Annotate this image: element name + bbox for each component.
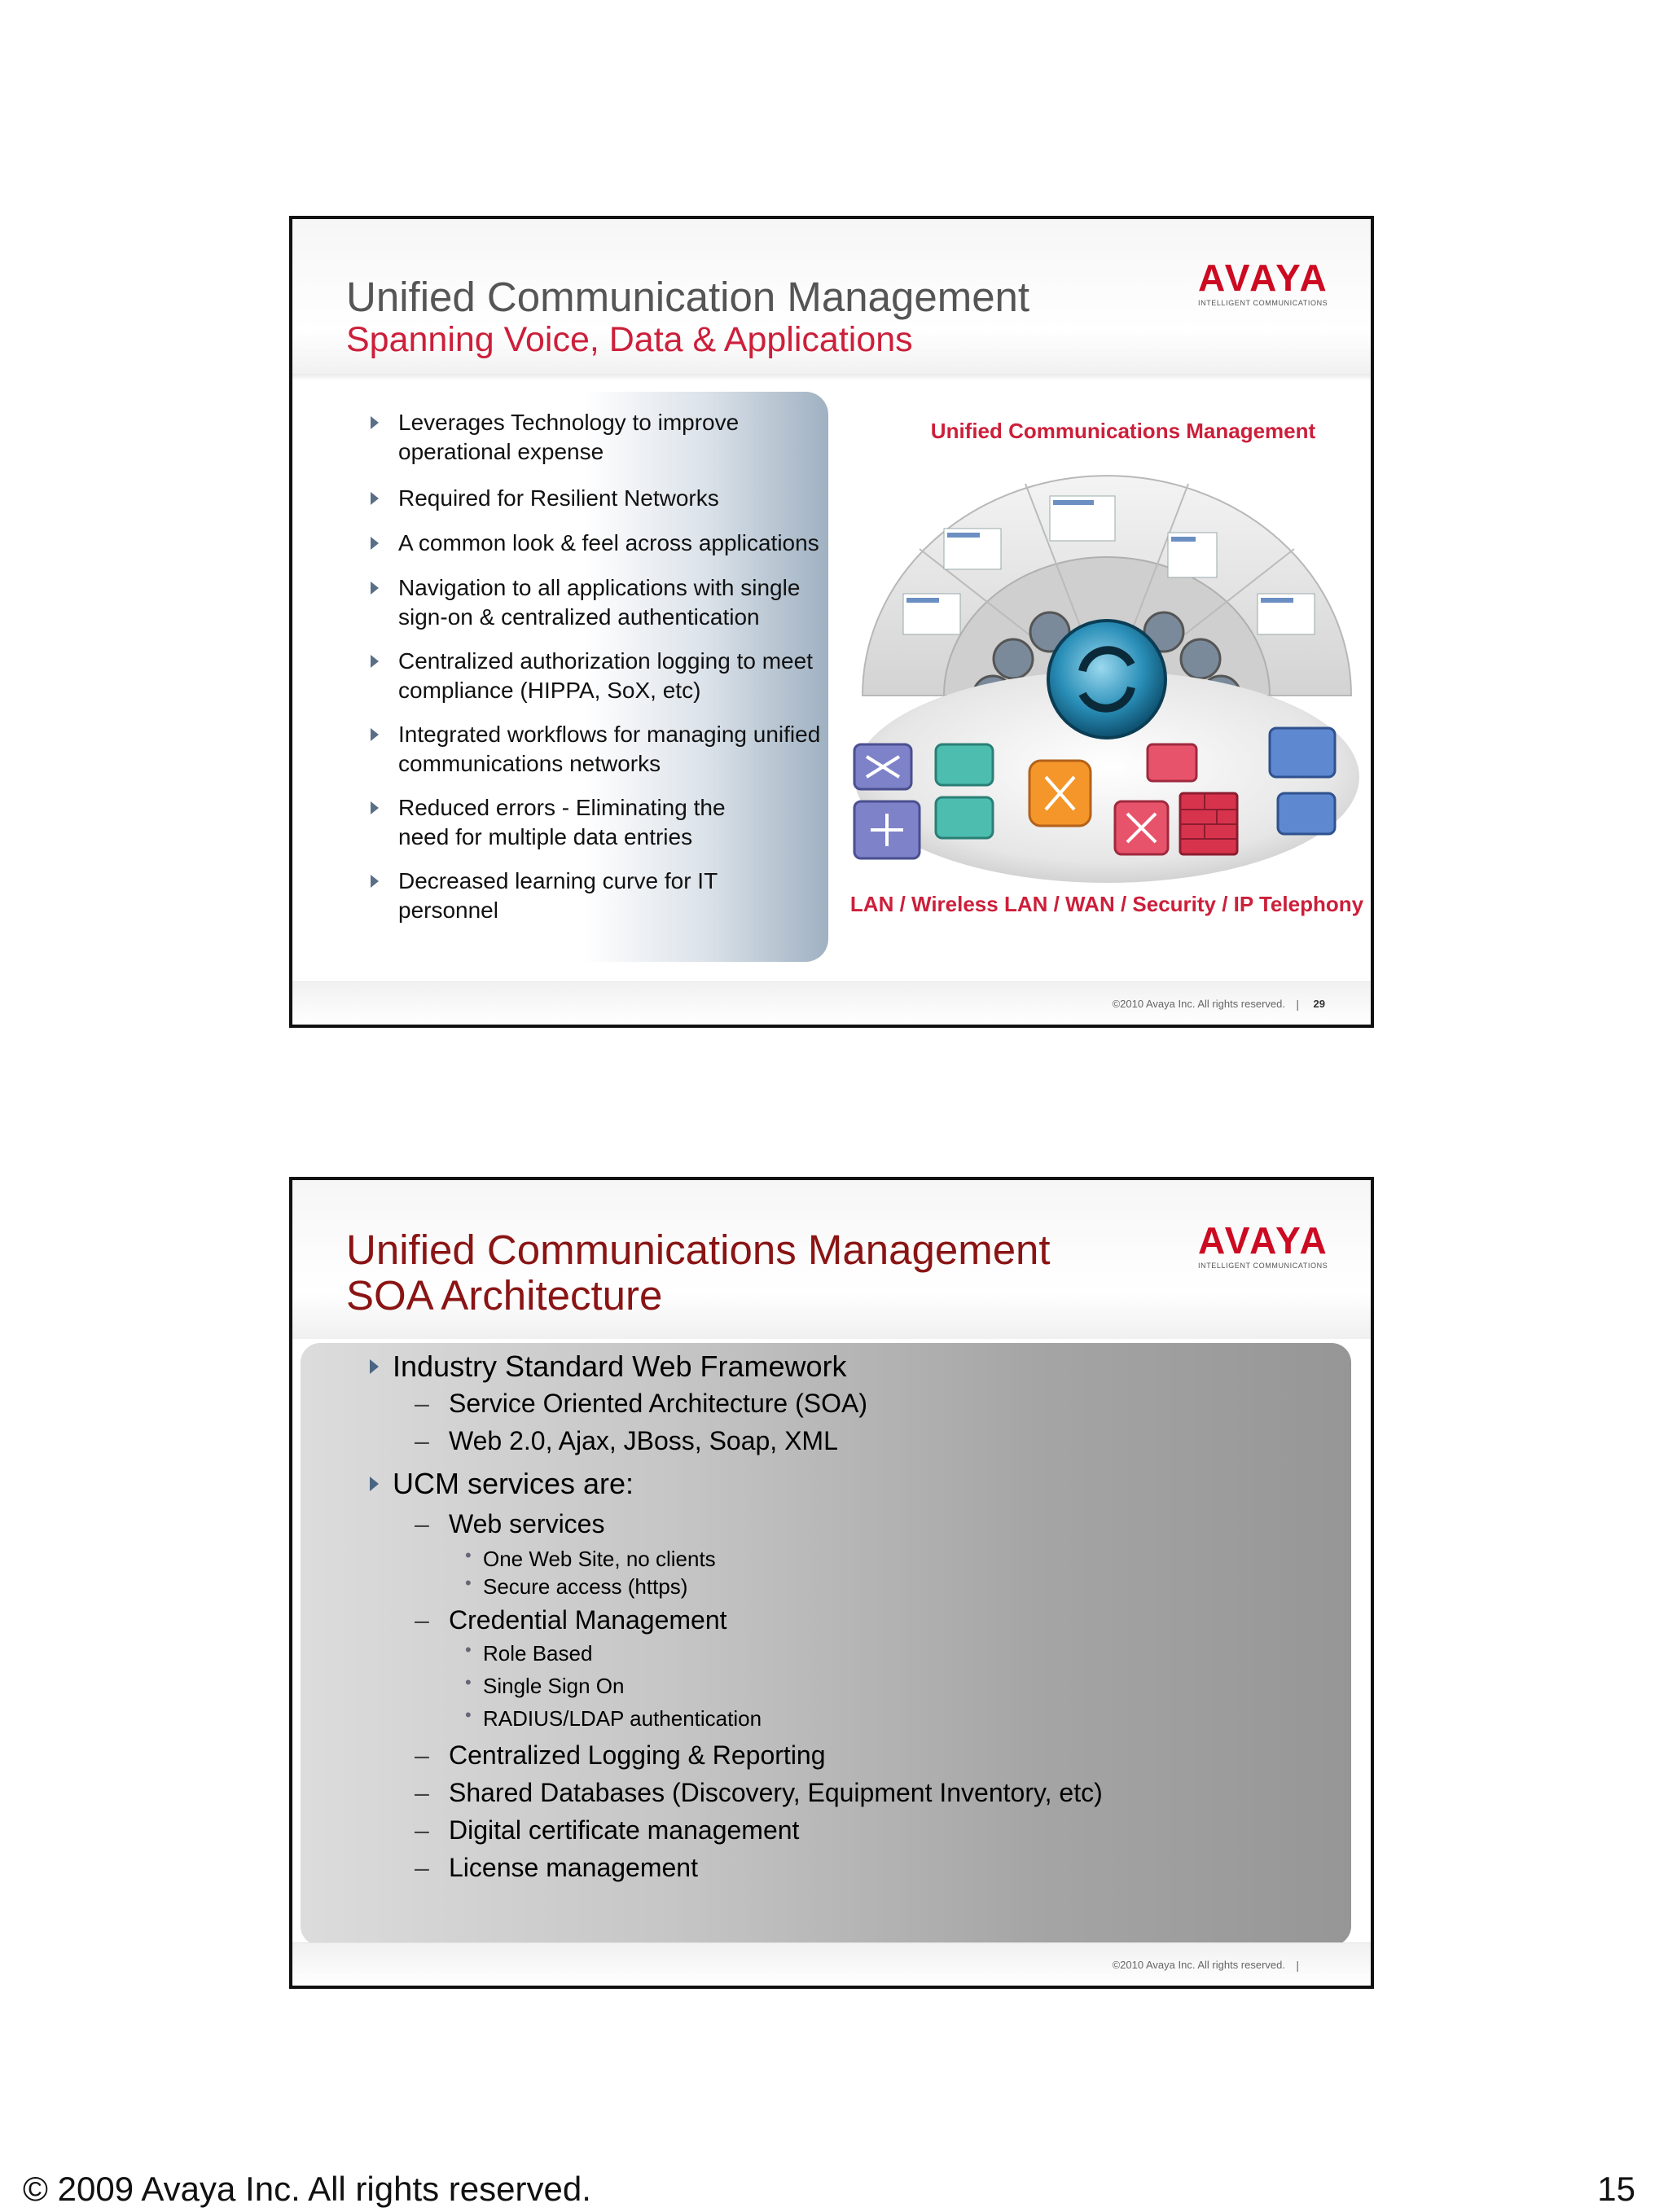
dot-bullet-icon: • [465,1573,472,1593]
slide-footer [292,1942,1371,1986]
phone-gateway-icon [1278,793,1335,834]
slide-title: Unified Communications Management [346,1227,1051,1273]
avaya-logo [1198,257,1329,307]
bullet-text: Navigation to all applications with single [398,575,801,600]
outline-text: Digital certificate management [449,1815,800,1845]
bullet-text: Required for Resilient Networks [398,485,719,511]
dot-bullet-icon: • [465,1545,472,1565]
firewall-appliance-icon [1148,744,1196,781]
slide-title: Unified Communication Management [346,274,1030,320]
diagram-caption: LAN / Wireless LAN / WAN / Security / IP Telephony [849,892,1364,916]
footer-separator: | [1296,998,1299,1011]
bullet-text: Reduced errors - Eliminating the [398,795,726,820]
avaya-logo [1198,1219,1329,1270]
bullet-triangle-icon [371,416,379,429]
bullet-triangle-icon [371,655,379,668]
outline-text: Web 2.0, Ajax, JBoss, Soap, XML [449,1426,838,1455]
outline-text: Service Oriented Architecture (SOA) [449,1389,867,1418]
bullet-text-continued: compliance (HIPPA, SoX, etc) [398,678,701,703]
dash-bullet-icon: – [415,1853,429,1882]
bullet-triangle-icon [370,1477,379,1491]
slide-number: 29 [1313,998,1325,1010]
bullet-text-continued: operational expense [398,439,604,464]
ucm-architecture-diagram [846,451,1367,891]
logo-tagline: INTELLIGENT COMMUNICATIONS [1198,1262,1328,1270]
slide-30 [289,1177,1374,1989]
outline-text: Shared Databases (Discovery, Equipment Inventory, etc) [449,1778,1103,1807]
bullet-text: A common look & feel across applications [398,530,819,555]
bullet-text: Leverages Technology to improve [398,410,740,435]
outline-text: Secure access (https) [483,1574,688,1599]
central-hub [1048,621,1165,738]
outline-text: Centralized Logging & Reporting [449,1740,826,1770]
dot-bullet-icon: • [465,1705,472,1725]
bullet-text: Integrated workflows for managing unified [398,722,821,747]
outline-text: RADIUS/LDAP authentication [483,1706,762,1731]
wireless-ap-icon [936,744,993,785]
page-copyright: © 2009 Avaya Inc. All rights reserved. [23,2170,591,2208]
logo-tagline: INTELLIGENT COMMUNICATIONS [1198,299,1328,307]
dot-bullet-icon: • [465,1639,472,1660]
bullet-triangle-icon [371,875,379,888]
bullet-text-continued: personnel [398,898,498,923]
page-number: 15 [1597,2170,1635,2208]
logo-wordmark: AVAYA [1198,1219,1329,1262]
slide-title-line2: SOA Architecture [346,1272,663,1319]
outline-text: Role Based [483,1641,593,1666]
secure-ap-icon [936,797,993,838]
bullet-triangle-icon [371,801,379,814]
slide-footer [292,981,1371,1025]
outline-text: One Web Site, no clients [483,1547,716,1571]
slide-subtitle: Spanning Voice, Data & Applications [346,320,913,359]
bullet-text: Decreased learning curve for IT [398,868,718,893]
outline-text: Single Sign On [483,1674,625,1698]
outline-text: UCM services are: [393,1467,634,1500]
bullet-triangle-icon [371,728,379,741]
header-divider [292,374,1371,380]
outline-text: Credential Management [449,1605,727,1635]
footer-copyright: ©2010 Avaya Inc. All rights reserved. [1112,998,1285,1010]
dash-bullet-icon: – [415,1426,429,1455]
bullet-triangle-icon [371,582,379,595]
bullet-text-continued: need for multiple data entries [398,824,693,849]
dash-bullet-icon: – [415,1815,429,1845]
bullet-triangle-icon [371,492,379,505]
outline-text: Industry Standard Web Framework [393,1350,847,1383]
outline-text: License management [449,1853,698,1882]
bullet-text-continued: communications networks [398,751,661,776]
dash-bullet-icon: – [415,1605,429,1635]
dash-bullet-icon: – [415,1778,429,1807]
bullet-triangle-icon [370,1359,379,1374]
footer-copyright: ©2010 Avaya Inc. All rights reserved. [1112,1959,1285,1971]
dash-bullet-icon: – [415,1740,429,1770]
logo-wordmark: AVAYA [1198,257,1329,299]
bullet-text-continued: sign-on & centralized authentication [398,604,760,630]
bullet-text: Centralized authorization logging to meet [398,648,813,674]
diagram-title: Unified Communications Management [930,419,1316,443]
dot-bullet-icon: • [465,1672,472,1692]
dash-bullet-icon: – [415,1389,429,1418]
outline-text: Web services [449,1509,605,1538]
bullet-triangle-icon [371,537,379,550]
ip-phone-icon [1270,728,1335,777]
dash-bullet-icon: – [415,1509,429,1538]
slide-29 [289,216,1374,1028]
footer-separator: | [1296,1959,1299,1972]
